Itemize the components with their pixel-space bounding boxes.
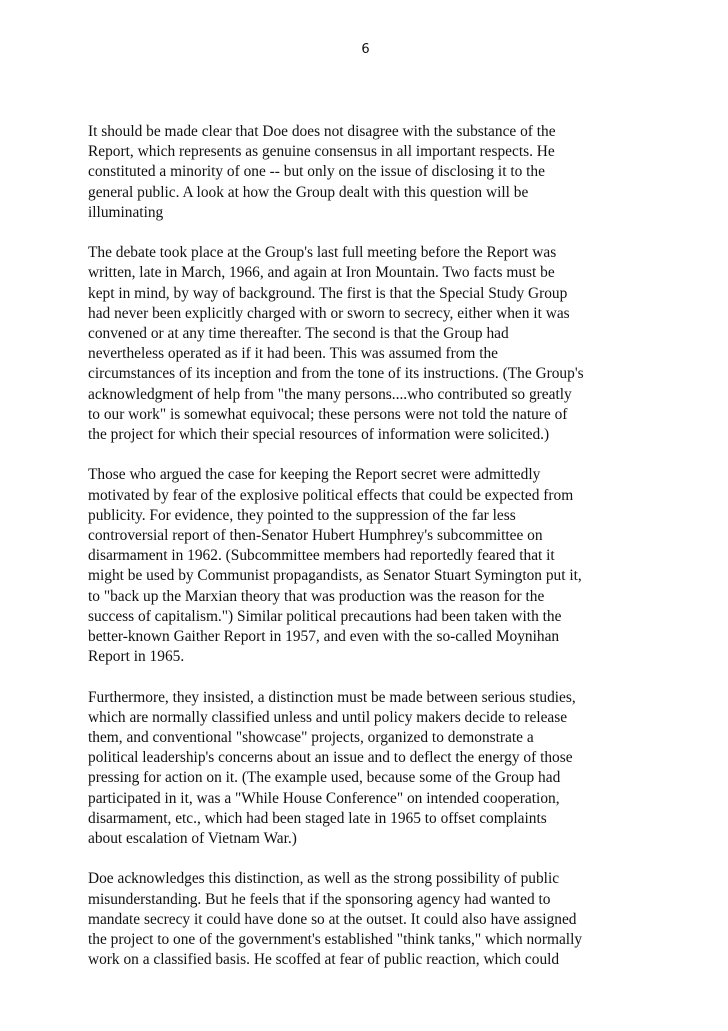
text-line: pressing for action on it. (The example used, because some of the Group had (88, 769, 561, 787)
text-line: general public. A look at how the Group dealt with this question will be (88, 183, 529, 201)
paragraph-3 (88, 465, 648, 667)
text-line: Report in 1965. (88, 648, 185, 666)
text-line: nevertheless operated as if it had been. This was assumed from the (88, 345, 499, 363)
text-line: misunderstanding. But he feels that if the sponsoring agency had wanted to (88, 890, 551, 908)
text-line: Furthermore, they insisted, a distinction must be made between serious studies, (88, 688, 576, 706)
text-line: motivated by fear of the explosive political effects that could be expected from (88, 486, 574, 504)
text-line: political leadership's concerns about an issue and to deflect the energy of those (88, 749, 573, 767)
text-line: participated in it, was a "While House Conference" on intended cooperation, (88, 789, 560, 807)
text-line: Those who argued the case for keeping the Report secret were admittedly (88, 466, 541, 484)
text-line: Report, which represents as genuine consensus in all important respects. He (88, 143, 555, 161)
text-line: mandate secrecy it could have done so at the outset. It could also have assigned (88, 910, 577, 928)
text-line: the project to one of the government's established "think tanks," which normally (88, 931, 583, 949)
text-line: illuminating (88, 203, 164, 221)
text-line: the project for which their special resources of information were solicited.) (88, 426, 550, 444)
text-line: to "back up the Marxian theory that was production was the reason for the (88, 587, 545, 605)
text-line: Doe acknowledges this distinction, as well as the strong possibility of public (88, 870, 560, 888)
text-line: circumstances of its inception and from the tone of its instructions. (The Group's (88, 365, 584, 383)
text-line: disarmament, etc., which had been staged late in 1965 to offset complaints (88, 809, 547, 827)
paragraph-1 (88, 122, 648, 223)
page-number: 6 (361, 42, 370, 57)
text-line: kept in mind, by way of background. The first is that the Special Study Group (88, 284, 568, 302)
text-line: disarmament in 1962. (Subcommittee members had reportedly feared that it (88, 547, 555, 565)
text-line: controversial report of then-Senator Hubert Humphrey's subcommittee on (88, 527, 543, 545)
text-line: The debate took place at the Group's last full meeting before the Report was (88, 244, 557, 262)
text-line: work on a classified basis. He scoffed at fear of public reaction, which could (88, 951, 560, 969)
paragraph-4 (88, 688, 648, 850)
text-line: convened or at any time thereafter. The second is that the Group had (88, 325, 509, 343)
document-body (88, 122, 648, 991)
text-line: success of capitalism.") Similar political precautions had been taken with the (88, 607, 562, 625)
text-line: which are normally classified unless and until policy makers decide to release (88, 708, 568, 726)
text-line: acknowledgment of help from "the many persons....who contributed so greatly (88, 385, 572, 403)
text-line: It should be made clear that Doe does not disagree with the substance of the (88, 123, 556, 140)
text-line: to our work" is somewhat equivocal; these persons were not told the nature of (88, 405, 568, 423)
text-line: written, late in March, 1966, and again at Iron Mountain. Two facts must be (88, 264, 555, 282)
text-line: them, and conventional "showcase" projects, organized to demonstrate a (88, 729, 534, 747)
text-line: had never been explicitly charged with or sworn to secrecy, either when it was (88, 304, 570, 322)
text-line: might be used by Communist propagandists, as Senator Stuart Symington put it, (88, 567, 582, 585)
paragraph-2 (88, 243, 648, 445)
text-line: constituted a minority of one -- but only on the issue of disclosing it to the (88, 163, 545, 181)
text-line: about escalation of Vietnam War.) (88, 830, 297, 848)
paragraph-5 (88, 869, 648, 970)
text-line: publicity. For evidence, they pointed to the suppression of the far less (88, 506, 516, 524)
text-line: better-known Gaither Report in 1957, and even with the so-called Moynihan (88, 628, 560, 646)
